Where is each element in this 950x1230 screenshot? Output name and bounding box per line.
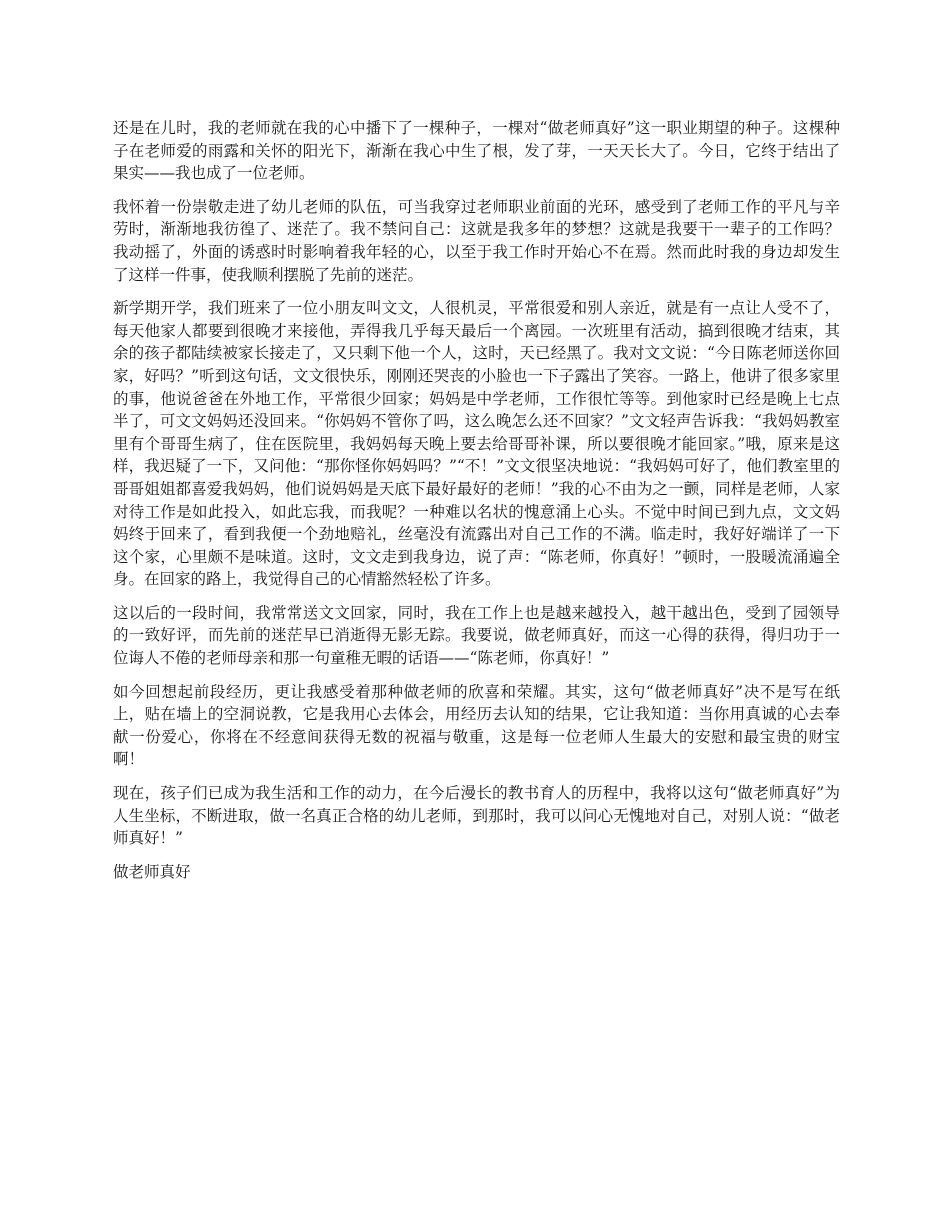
paragraph-confusion: 我怀着一份崇敬走进了幼儿老师的队伍，可当我穿过老师职业前面的光环，感受到了老师工作的平凡与辛劳时，渐渐地我彷徨了、迷茫了。我不禁问自己：这就是我多年的梦想？这就是我要干一辈子的工作吗？我动摇了，外面的诱惑时时影响着我年轻的心，以至于我工作时开始心不在焉。然而此时我的身边却发生了这样一件事，使我顺利摆脱了先前的迷茫。	[113, 197, 840, 284]
closing-title: 做老师真好	[113, 862, 191, 881]
paragraph-childhood-seed: 还是在儿时，我的老师就在我的心中播下了一棵种子，一棵对“做老师真好”这一职业期望的种子。这棵种子在老师爱的雨露和关怀的阳光下，渐渐在我心中生了根，发了芽，一天天长大了。今日，它终于结出了果实——我也成了一位老师。	[113, 119, 840, 183]
paragraph-wenwen-story: 新学期开学，我们班来了一位小朋友叫文文，人很机灵，平常很爱和别人亲近，就是有一点让人受不了，每天他家人都要到很晚才来接他，弄得我几乎每天最后一个离园。一次班里有活动，搞到很晚才结束，其余的孩子都陆续被家长接走了，又只剩下他一个人，这时，天已经黑了。我对文文说：“今日陈老师送你回家，好吗？”听到这句话，文文很快乐，刚刚还哭丧的小脸也一下子露出了笑容。一路上，他讲了很多家里的事，他说爸爸在外地工作，平常很少回家；妈妈是中学老师，工作很忙等等。到他家时已经是晚上七点半了，可文文妈妈还没回来。“你妈妈不管你了吗，这么晚怎么还不回家？”文文轻声告诉我：“我妈妈教室里有个哥哥生病了，住在医院里，我妈妈每天晚上要去给哥哥补课，所以要很晚才能回家。”哦，原来是这样，我迟疑了一下，又问他：“那你怪你妈妈吗？”“不！”文文很坚决地说：“我妈妈可好了，他们教室里的哥哥姐姐都喜爱我妈妈，他们说妈妈是天底下最好最好的老师！”我的心不由为之一颤，同样是老师，人家对待工作是如此投入，如此忘我，而我呢？一种难以名状的愧意涌上心头。不觉中时间已到九点，文文妈妈终于回来了，看到我便一个劲地赔礼，丝毫没有流露出对自己工作的不满。临走时，我好好端详了一下这个家，心里颇不是味道。这时，文文走到我身边，说了声：“陈老师，你真好！”顿时，一股暖流涌遍全身。在回家的路上，我觉得自己的心情豁然轻松了许多。	[113, 299, 840, 589]
paragraph-conclusion: 现在，孩子们已成为我生活和工作的动力，在今后漫长的教书育人的历程中，我将以这句“做老师真好”为人生坐标，不断进取，做一名真正合格的幼儿老师，到那时，我可以问心无愧地对自己，对别人说：“做老师真好！”	[113, 784, 840, 848]
paragraph-reflection: 如今回想起前段经历，更让我感受着那种做老师的欣喜和荣耀。其实，这句“做老师真好”决不是写在纸上，贴在墙上的空洞说教，它是我用心去体会，用经历去认知的结果，它让我知道：当你用真诚的心去奉献一份爱心，你将在不经意间获得无数的祝福与敬重，这是每一位老师人生最大的安慰和最宝贵的财宝啊！	[113, 682, 840, 769]
document-page	[113, 117, 840, 894]
paragraph-aftermath: 这以后的一段时间，我常常送文文回家，同时，我在工作上也是越来越投入，越干越出色，受到了园领导的一致好评，而先前的迷茫早已消逝得无影无踪。我要说，做老师真好，而这一心得的获得，得归功于一位诲人不倦的老师母亲和那一句童稚无暇的话语——“陈老师，你真好！”	[113, 603, 840, 668]
